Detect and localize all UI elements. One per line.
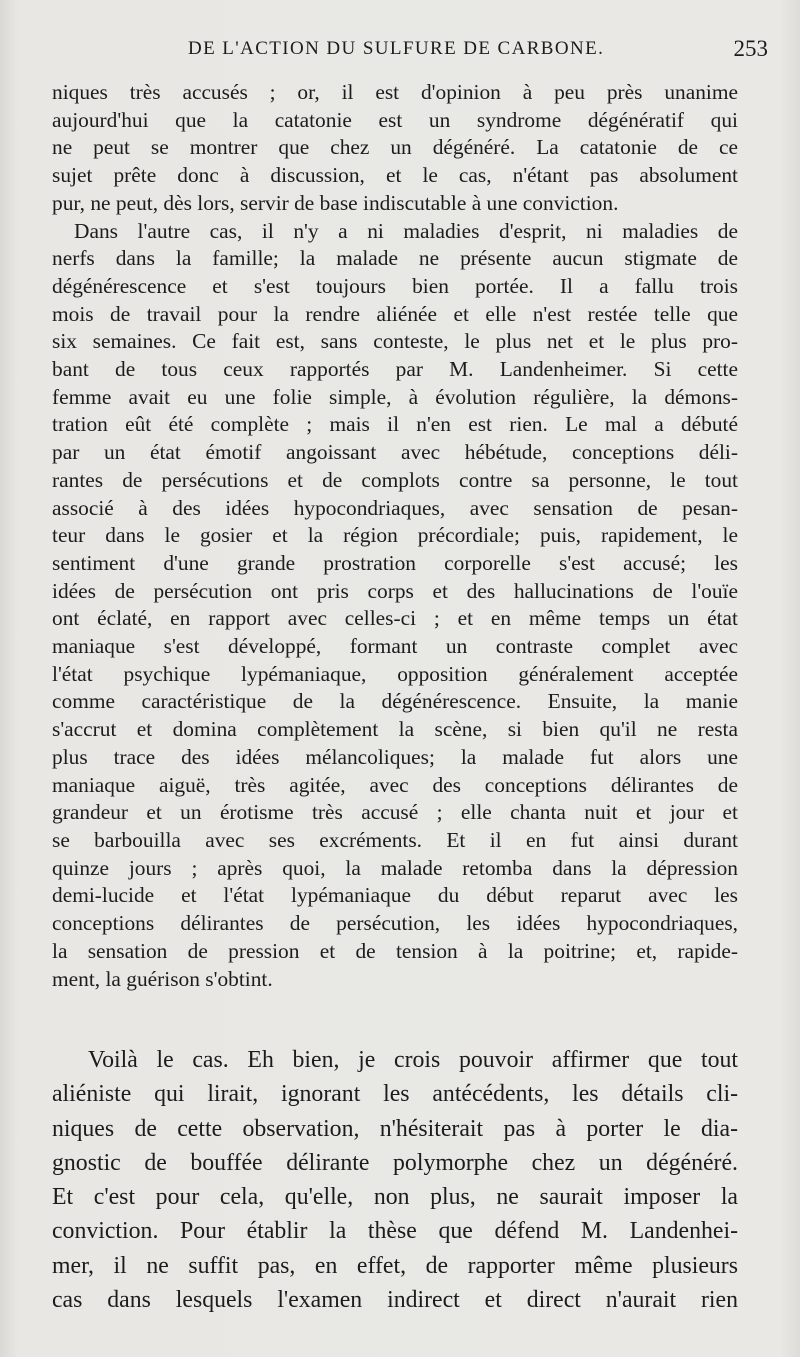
text-line: quinze jours ; après quoi, la malade retomba dans la dépression <box>52 855 738 880</box>
text-line: aujourd'hui que la catatonie est un syndrome dégénératif qui <box>52 107 738 132</box>
text-line: pur, ne peut, dès lors, servir de base indiscutable à une conviction. <box>52 190 619 215</box>
text-line: grandeur et un érotisme très accusé ; elle chanta nuit et jour et <box>52 800 738 825</box>
text-line: Et c'est pour cela, qu'elle, non plus, ne saurait imposer la <box>52 1184 738 1211</box>
text-line: ont éclaté, en rapport avec celles-ci ; et en même temps un état <box>52 606 738 631</box>
page-header <box>0 32 800 72</box>
text-line: sentiment d'une grande prostration corporelle s'est accusé; les <box>52 550 738 575</box>
text-line: gnostic de bouffée délirante polymorphe chez un dégénéré. <box>52 1149 738 1176</box>
text-line: niques de cette observation, n'hésiterait pas à porter le dia- <box>52 1115 738 1142</box>
text-line: se barbouilla avec ses excréments. Et il en fut ainsi durant <box>52 827 738 852</box>
text-line: Dans l'autre cas, il n'y a ni maladies d'esprit, ni maladies de <box>74 218 738 243</box>
running-title: DE L'ACTION DU SULFURE DE CARBONE. <box>188 38 605 59</box>
text-line: demi-lucide et l'état lypémaniaque du début reparut avec les <box>52 883 738 908</box>
text-line: conviction. Pour établir la thèse que défend M. Landenhei- <box>52 1218 738 1245</box>
text-line: conceptions délirantes de persécution, les idées hypocondriaques, <box>52 911 738 936</box>
text-line: cas dans lesquels l'examen indirect et direct n'aurait rien <box>52 1287 738 1314</box>
text-line: nerfs dans la famille; la malade ne présente aucun stigmate de <box>52 246 738 271</box>
small-type-passage <box>52 79 738 993</box>
text-line: teur dans le gosier et la région précordiale; puis, rapidement, le <box>52 523 738 548</box>
text-line: Voilà le cas. Eh bien, je crois pouvoir affirmer que tout <box>88 1047 738 1073</box>
text-line: associé à des idées hypocondriaques, avec sensation de pesan- <box>52 495 738 520</box>
text-line: dégénérescence et s'est toujours bien portée. Il a fallu trois <box>52 273 738 298</box>
text-line: aliéniste qui lirait, ignorant les antécédents, les détails cli- <box>52 1081 738 1108</box>
text-line: comme caractéristique de la dégénérescence. Ensuite, la manie <box>52 689 738 714</box>
text-line: la sensation de pression et de tension à la poitrine; et, rapide- <box>52 938 738 963</box>
page-number: 253 <box>733 36 768 61</box>
text-line: plus trace des idées mélancoliques; la malade fut alors une <box>52 744 738 769</box>
text-line: s'accrut et domina complètement la scène, si bien qu'il ne resta <box>52 717 738 742</box>
text-line: tration eût été complète ; mais il n'en est rien. Le mal a débuté <box>52 412 738 437</box>
text-line: mois de travail pour la rendre aliénée et elle n'est restée telle que <box>52 301 738 326</box>
text-line: rantes de persécutions et de complots contre sa personne, le tout <box>52 467 738 492</box>
text-line: l'état psychique lypémaniaque, opposition généralement acceptée <box>52 661 738 686</box>
main-text-passage <box>52 1043 738 1317</box>
text-line: maniaque aiguë, très agitée, avec des conceptions délirantes de <box>52 772 738 797</box>
text-line: ment, la guérison s'obtint. <box>52 966 273 991</box>
text-line: mer, il ne suffit pas, en effet, de rapporter même plusieurs <box>52 1252 738 1279</box>
text-line: par un état émotif angoissant avec hébétude, conceptions déli- <box>52 440 738 465</box>
text-line: niques très accusés ; or, il est d'opinion à peu près unanime <box>52 80 738 104</box>
text-line: ne peut se montrer que chez un dégénéré. La catatonie de ce <box>52 135 738 160</box>
text-line: femme avait eu une folie simple, à évolution régulière, la démons- <box>52 384 738 409</box>
text-line: sujet prête donc à discussion, et le cas, n'étant pas absolument <box>52 163 738 188</box>
text-line: maniaque s'est développé, formant un contraste complet avec <box>52 634 738 659</box>
text-line: bant de tous ceux rapportés par M. Landenheimer. Si cette <box>52 357 738 382</box>
text-line: six semaines. Ce fait est, sans conteste, le plus net et le plus pro- <box>52 329 738 354</box>
text-line: idées de persécution ont pris corps et des hallucinations de l'ouïe <box>52 578 738 603</box>
